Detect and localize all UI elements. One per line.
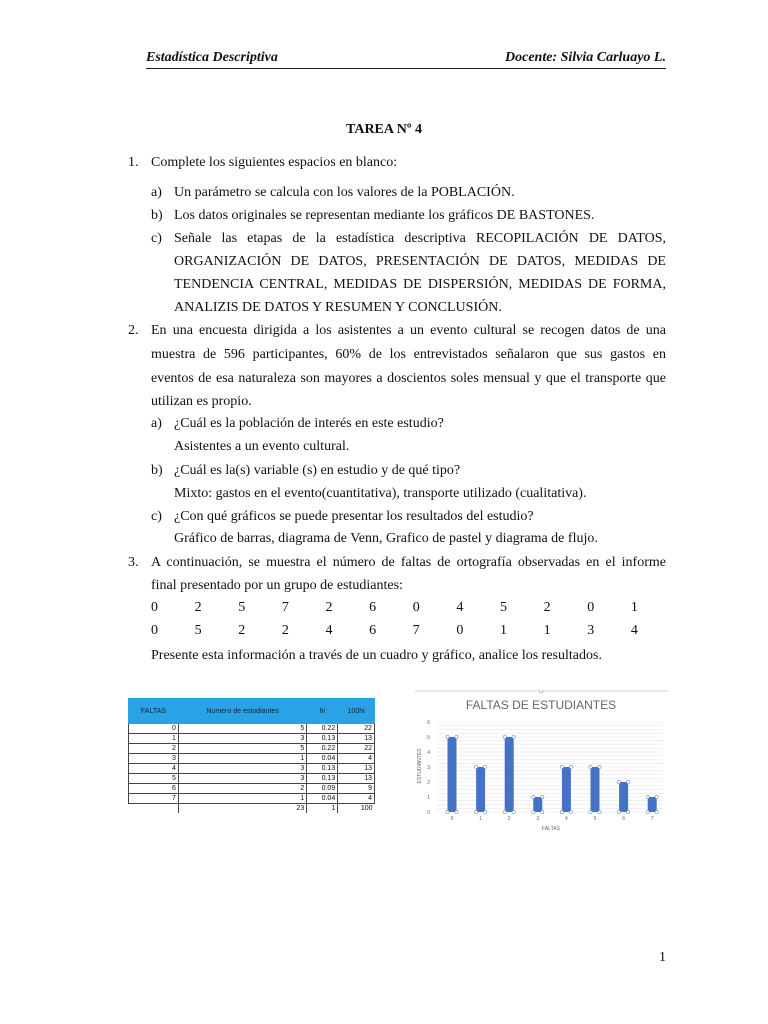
frequency-table	[128, 698, 375, 813]
table-row	[129, 744, 375, 754]
data-value: 6	[369, 623, 377, 638]
q1-number: 1.	[128, 155, 139, 170]
chart-title: FALTAS DE ESTUDIANTES	[465, 698, 617, 712]
table-row	[129, 734, 375, 744]
bar	[648, 797, 657, 812]
data-value: 1	[500, 623, 507, 638]
selection-handle	[484, 765, 487, 768]
q1a-label: a)	[151, 185, 162, 200]
selection-handle	[589, 765, 592, 768]
table-cell: 0.13	[307, 764, 338, 774]
selection-handle	[589, 810, 592, 813]
x-tick-label: 1	[479, 816, 482, 822]
selection-handle	[541, 795, 544, 798]
x-axis-label: FALTAS	[542, 826, 560, 832]
x-tick-label: 0	[450, 816, 454, 822]
selection-handle	[455, 735, 458, 738]
table-cell: 13	[338, 764, 375, 774]
selection-handle	[627, 810, 630, 813]
page-header	[146, 48, 666, 69]
data-value: 2	[238, 623, 246, 638]
selection-handle	[560, 810, 563, 813]
selection-handle	[532, 810, 535, 813]
data-value: 0	[456, 623, 464, 638]
table-cell: 9	[338, 784, 375, 794]
table-cell: 4	[338, 754, 375, 764]
table-cell: 1	[178, 754, 306, 764]
table-cell: 0	[129, 724, 179, 734]
q2-line: utilizan es propio.	[151, 394, 252, 409]
x-tick-label: 7	[650, 816, 654, 822]
data-value: 6	[369, 600, 377, 615]
y-tick-label: 0	[427, 810, 430, 816]
data-value: 2	[325, 600, 333, 615]
x-tick-label: 4	[565, 816, 568, 822]
table-cell: 2	[129, 744, 179, 754]
q1c-line: TENDENCIA CENTRAL, MEDIDAS DE DISPERSIÓN, MEDIDAS DE FORMA,	[174, 277, 666, 292]
q1c-line: ORGANIZACIÓN DE DATOS, PRESENTACIÓN DE DATOS, MEDIDAS DE	[174, 254, 666, 269]
q1c-line: ANALIZIS DE DATOS Y RESUMEN Y CONCLUSIÓN.	[174, 300, 502, 315]
table-row	[129, 754, 375, 764]
data-value: 2	[194, 600, 202, 615]
data-value: 1	[630, 600, 638, 615]
table-cell: 4	[129, 764, 179, 774]
assignment-title: TAREA Nº 4	[346, 122, 422, 137]
table-header-cell: 100hi	[338, 699, 375, 724]
table-cell: 1	[129, 734, 179, 744]
table-cell: 0.22	[307, 744, 338, 754]
table-total-cell: 100	[338, 804, 375, 814]
table-cell: 5	[129, 774, 179, 784]
table-header-cell: Numero de estudiantes	[178, 699, 306, 724]
table-total-cell	[129, 804, 179, 814]
q3-line: A continuación, se muestra el número de faltas de ortografía observadas en el informe	[151, 555, 666, 570]
table-cell: 13	[338, 734, 375, 744]
table-cell: 0.22	[307, 724, 338, 734]
table-header-cell: FALTAS	[129, 699, 179, 724]
selection-handle	[512, 810, 515, 813]
data-value: 5	[238, 600, 246, 615]
selection-handle	[569, 765, 572, 768]
data-value: 0	[587, 600, 595, 615]
data-value: 0	[151, 600, 158, 615]
table-cell: 3	[178, 734, 306, 744]
data-value: 2	[281, 623, 289, 638]
y-tick-label: 3	[427, 765, 430, 771]
data-value: 3	[587, 623, 595, 638]
y-tick-label: 1	[427, 795, 430, 801]
data-value: 2	[543, 600, 551, 615]
q1-text: Complete los siguientes espacios en blanco:	[151, 155, 398, 170]
bar-chart	[415, 690, 668, 840]
bar	[476, 767, 485, 812]
selection-handle	[455, 810, 458, 813]
selection-handle	[646, 795, 649, 798]
selection-handle	[532, 795, 535, 798]
selection-handle	[618, 810, 621, 813]
chart-frame-handle	[539, 690, 543, 693]
table-cell: 0.04	[307, 794, 338, 804]
table-cell: 0.04	[307, 754, 338, 764]
table-cell: 1	[178, 794, 306, 804]
table-row	[129, 724, 375, 734]
q3-instruction: Presente esta información a través de un cuadro y gráfico, analice los resultados.	[151, 648, 602, 663]
data-value: 0	[151, 623, 158, 638]
selection-handle	[569, 810, 572, 813]
selection-handle	[475, 810, 478, 813]
q3-line: final presentado por un grupo de estudiantes:	[151, 578, 403, 593]
y-tick-label: 4	[427, 750, 430, 756]
bar	[591, 767, 600, 812]
table-cell: 22	[338, 744, 375, 754]
table-cell: 7	[129, 794, 179, 804]
selection-handle	[655, 810, 658, 813]
q2-line: eventos de esa naturaleza son mayores a doscientos soles mensual y que el transporte que	[151, 371, 666, 386]
selection-handle	[627, 780, 630, 783]
table-row	[129, 764, 375, 774]
data-row-1	[151, 600, 638, 616]
q2a-answer: Asistentes a un evento cultural.	[174, 439, 350, 454]
table-cell: 6	[129, 784, 179, 794]
selection-handle	[475, 765, 478, 768]
selection-handle	[484, 810, 487, 813]
q2b-question: ¿Cuál es la(s) variable (s) en estudio y de qué tipo?	[174, 463, 461, 478]
header-course: Estadística Descriptiva	[146, 50, 278, 65]
q2-number: 2.	[128, 323, 139, 338]
table-row	[129, 794, 375, 804]
q1b-text: Los datos originales se representan mediante los gráficos DE BASTONES.	[174, 208, 595, 223]
data-value: 0	[412, 600, 420, 615]
q2a-label: a)	[151, 416, 162, 431]
data-value: 5	[500, 600, 507, 615]
selection-handle	[598, 765, 601, 768]
table-cell: 0.13	[307, 774, 338, 784]
selection-handle	[541, 810, 544, 813]
table-header-row	[129, 699, 375, 724]
selection-handle	[655, 795, 658, 798]
q2c-answer: Gráfico de barras, diagrama de Venn, Grafico de pastel y diagrama de flujo.	[174, 531, 598, 546]
selection-handle	[446, 735, 449, 738]
data-value: 7	[412, 623, 420, 638]
selection-handle	[560, 765, 563, 768]
header-teacher: Docente: Silvia Carluayo L.	[505, 50, 666, 65]
q1b-label: b)	[151, 208, 163, 223]
q1a-text: Un parámetro se calcula con los valores de la POBLACIÓN.	[174, 185, 515, 200]
selection-handle	[646, 810, 649, 813]
table-cell: 3	[129, 754, 179, 764]
data-value: 1	[543, 623, 551, 638]
table-header-cell: hi	[307, 699, 338, 724]
table-cell: 13	[338, 774, 375, 784]
bar	[533, 797, 542, 812]
y-tick-label: 2	[427, 780, 430, 786]
y-tick-label: 5	[427, 735, 430, 741]
selection-handle	[446, 810, 449, 813]
selection-handle	[503, 810, 506, 813]
y-tick-label: 6	[427, 720, 430, 726]
x-tick-label: 3	[536, 816, 540, 822]
table-cell: 5	[178, 724, 306, 734]
table-total-cell: 1	[307, 804, 338, 814]
data-value: 7	[281, 600, 289, 615]
q3-number: 3.	[128, 555, 139, 570]
selection-handle	[503, 735, 506, 738]
table-total-cell: 23	[178, 804, 306, 814]
x-tick-label: 2	[507, 816, 511, 822]
table-cell: 3	[178, 764, 306, 774]
data-value: 5	[194, 623, 202, 638]
table-row	[129, 774, 375, 784]
table-cell: 22	[338, 724, 375, 734]
q2b-label: b)	[151, 463, 163, 478]
selection-handle	[618, 780, 621, 783]
q2c-label: c)	[151, 509, 162, 524]
data-row-2	[151, 623, 638, 639]
q2c-question: ¿Con qué gráficos se puede presentar los resultados del estudio?	[174, 509, 534, 524]
x-tick-label: 6	[622, 816, 625, 822]
table-total-row	[129, 804, 375, 814]
q1c-label: c)	[151, 231, 162, 246]
data-value: 4	[325, 623, 333, 638]
q1c-line: Señale las etapas de la estadística descriptiva RECOPILACIÓN DE DATOS,	[174, 231, 666, 246]
table-cell: 0.09	[307, 784, 338, 794]
y-axis-label: ESTUDIANTES	[417, 748, 423, 784]
bar	[448, 737, 457, 812]
table-cell: 4	[338, 794, 375, 804]
data-value: 4	[630, 623, 638, 638]
selection-handle	[512, 735, 515, 738]
selection-handle	[598, 810, 601, 813]
x-tick-label: 5	[593, 816, 597, 822]
table-cell: 5	[178, 744, 306, 754]
bar	[619, 782, 628, 812]
table-cell: 3	[178, 774, 306, 784]
table-row	[129, 784, 375, 794]
table-cell: 2	[178, 784, 306, 794]
q2-line: En una encuesta dirigida a los asistentes a un evento cultural se recogen datos de una	[151, 323, 666, 338]
q2a-question: ¿Cuál es la población de interés en este estudio?	[174, 416, 444, 431]
q2-line: muestra de 596 participantes, 60% de los entrevistados señalaron que sus gastos en	[151, 347, 666, 362]
data-value: 4	[456, 600, 464, 615]
bar	[505, 737, 514, 812]
table-cell: 0.13	[307, 734, 338, 744]
page-number: 1	[659, 950, 666, 965]
q2b-answer: Mixto: gastos en el evento(cuantitativa), transporte utilizado (cualitativa).	[174, 486, 587, 501]
bar	[562, 767, 571, 812]
